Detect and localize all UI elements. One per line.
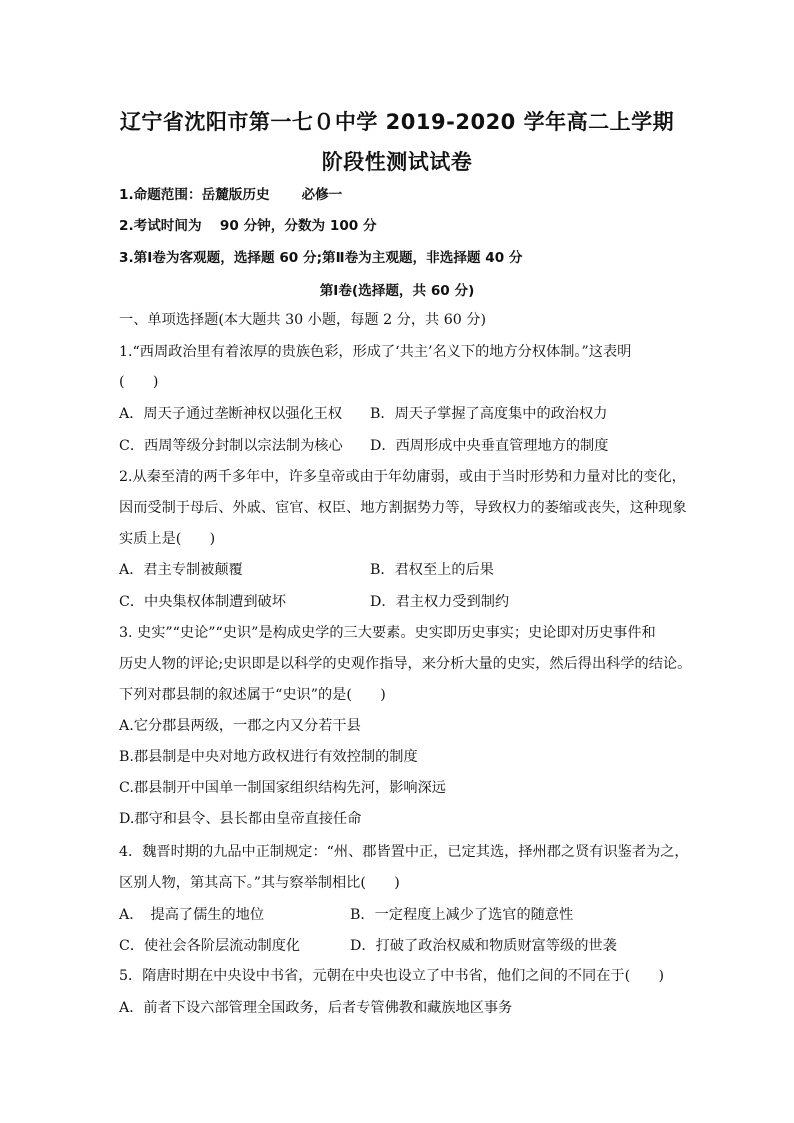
exam-title-line1: 辽宁省沈阳市第一七０中学 2019-2020 学年高二上学期 xyxy=(119,110,675,134)
info-structure: 3.第Ⅰ卷为客观题，选择题 60 分;第Ⅱ卷为主观题，非选择题 40 分 xyxy=(119,250,523,266)
q3-stem-line2: 历史人物的评论;史识即是以科学的史观作指导，来分析大量的史实，然后得出科学的结论。 xyxy=(119,656,692,672)
section-instruction: 一、单项选择题(本大题共 30 小题，每题 2 分，共 60 分) xyxy=(119,312,487,328)
q2-stem-line2: 因而受制于母后、外戚、宦官、权臣、地方割据势力等，导致权力的萎缩或丧失，这种现象 xyxy=(119,500,687,516)
q4-option-c: C．使社会各阶层流动制度化 xyxy=(119,938,301,954)
q5-option-a: A．前者下设六部管理全国政务，后者专管佛教和藏族地区事务 xyxy=(119,1000,513,1016)
q3-option-c: C.郡县制开中国单一制国家组织结构先河，影响深远 xyxy=(119,780,446,796)
q2-option-b: B．君权至上的后果 xyxy=(370,562,494,578)
section-title: 第Ⅰ卷(选择题，共 60 分) xyxy=(319,283,475,299)
q1-stem-line1: 1.“西周政治里有着浓厚的贵族色彩，形成了‘共主’名义下的地方分权体制。”这表明 xyxy=(119,344,632,360)
q2-option-c: C．中央集权体制遭到破坏 xyxy=(119,594,286,610)
q1-option-c: C．西周等级分封制以宗法制为核心 xyxy=(119,438,343,454)
q3-option-d: D.郡守和县令、县长都由皇帝直接任命 xyxy=(119,811,362,827)
q3-option-a: A.它分郡县两级，一郡之内又分若干县 xyxy=(119,718,361,734)
q4-stem-line1: 4．魏晋时期的九品中正制规定：“州、郡皆置中正，已定其选，择州郡之贤有识鉴者为之， xyxy=(119,844,689,860)
q5-stem-line1: 5．隋唐时期在中央设中书省，元朝在中央也设立了中书省，他们之间的不同在于( ) xyxy=(119,968,665,984)
q3-option-b: B.郡县制是中央对地方政权进行有效控制的制度 xyxy=(119,749,418,765)
q2-option-a: A．君主专制被颠覆 xyxy=(119,562,243,578)
q4-stem-line2: 区别人物，第其高下。”其与察举制相比( ) xyxy=(119,875,400,891)
q4-option-b: B．一定程度上减少了选官的随意性 xyxy=(350,907,574,923)
q4-option-d: D．打破了政治权威和物质财富等级的世袭 xyxy=(350,938,617,954)
q3-stem-line1: 3. 史实”“史论”“史识”是构成史学的三大要素。史实即历史事实；史论即对历史事件和 xyxy=(119,625,656,641)
q1-stem-line2: ( ) xyxy=(119,374,159,390)
q2-stem-line1: 2.从秦至清的两千多年中，许多皇帝或由于年幼庸弱，或由于当时形势和力量对比的变化， xyxy=(119,469,686,485)
q2-stem-line3: 实质上是( ) xyxy=(119,531,216,547)
exam-title-line2: 阶段性测试试卷 xyxy=(321,150,473,174)
q1-option-b: B．周天子掌握了高度集中的政治权力 xyxy=(370,406,608,422)
info-scope: 1.命题范围：岳麓版历史 必修一 xyxy=(119,187,343,203)
q4-option-a: A． 提高了儒生的地位 xyxy=(119,907,265,923)
q2-option-d: D．君主权力受到制约 xyxy=(370,594,510,610)
info-time: 2.考试时间为 90 分钟，分数为 100 分 xyxy=(119,218,377,234)
q1-option-d: D．西周形成中央垂直管理地方的制度 xyxy=(370,438,609,454)
q3-stem-line3: 下列对郡县制的叙述属于“史识”的是( ) xyxy=(119,687,386,703)
q1-option-a: A．周天子通过垄断神权以强化王权 xyxy=(119,406,343,422)
